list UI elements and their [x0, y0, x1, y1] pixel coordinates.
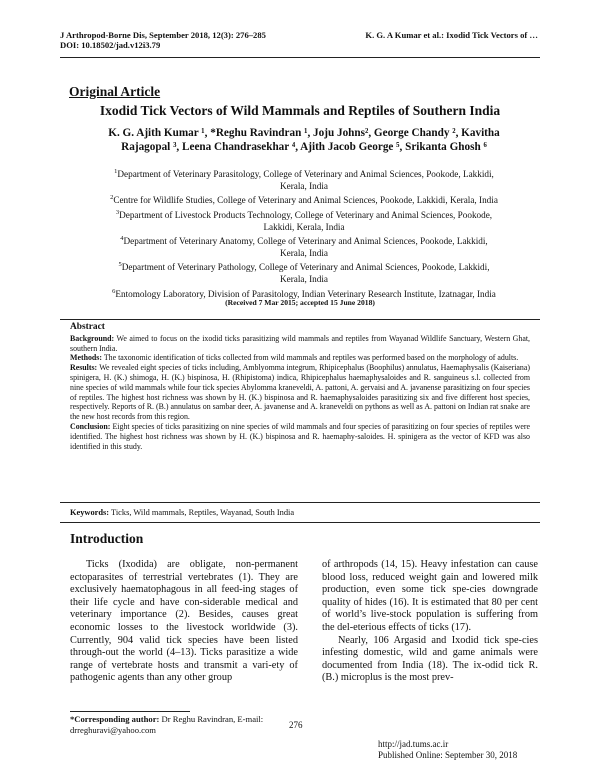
doi-link[interactable]: DOI: 10.18502/jad.v12i3.79	[60, 40, 161, 50]
received-dates: (Received 7 Mar 2015; accepted 15 June 2018)	[225, 298, 375, 307]
abstract-conclusion: Conclusion: Eight species of ticks parasitizing on nine species of wild mammals and four species of parasitizing on four species of reptiles were identified. The highest host richness was shown by H. (K.) bispinosa and R. haemaphy-saloides. H. spinigera as the vector of KFD was also identified in this study.	[70, 421, 530, 451]
article-title: Ixodid Tick Vectors of Wild Mammals and Reptiles of Southern India	[99, 103, 501, 118]
affiliation-4: $^4$Department of Veterinary Anatomy, College of Veterinary and Animal Sciences, Pookode, Lakkidi, Kerala, India	[120, 235, 488, 258]
article-type: Original Article	[69, 84, 161, 99]
published-date: Published Online: September 30, 2018	[378, 750, 518, 760]
intro-right-column	[322, 559, 538, 685]
affiliation-3: $^3$Department of Livestock Products Technology, College of Veterinary and Animal Sciences, Pookode, Lakkidi, Kerala, India	[115, 208, 493, 232]
journal-line: J Arthropod-Borne Dis, September 2018, 12(3): 276–285	[60, 30, 266, 40]
author-list	[78, 126, 530, 154]
keywords: Keywords: Ticks, Wild mammals, Reptiles, Wayanad, South India	[70, 508, 295, 517]
affiliation-list	[70, 166, 538, 300]
authors-line-2: Rajagopal ³, Leena Chandrasekhar ⁴, Ajith Jacob George ⁵, Srikanta Ghosh ⁶	[121, 141, 487, 153]
abstract-divider-top	[60, 319, 540, 320]
footnote-divider	[70, 711, 190, 712]
journal-url-link[interactable]: http://jad.tums.ac.ir	[378, 739, 449, 749]
intro-paragraph-1: Ticks (Ixodida) are obligate, non-permanent ectoparasites of terrestrial vertebrates (1). They are exclusively haematophagous in all feed-ing stages of their life cycle and have con-siderable medical and veterinary importance (2). Besides, causes great economic losses to the livestock worldwide (3). Currently, 904 valid tick species have been listed through-out the world (4–13). Ticks parasitize a wide range of vertebrate hosts and transmit a vari-ety of pathogenic agents than any other group	[70, 559, 298, 684]
affiliation-1: $^1$Department of Veterinary Parasitology, College of Veterinary and Animal Sciences, Pookode, Lakkidi, Kerala, India	[114, 168, 494, 191]
affiliation-6: $^6$Entomology Laboratory, Division of Parasitology, Indian Veterinary Research Institute, Izatnagar, India	[112, 287, 496, 299]
corresponding-author-note: *Corresponding author: Dr Reghu Ravindran, E-mail: drreghuravi@yahoo.com	[70, 714, 264, 735]
intro-paragraph-1-cont: of arthropods (14, 15). Heavy infestation can cause blood loss, reduced weight gain and lowered milk production, even some tick spe-cies downgrade quality of hides (16). It is estimated that 80 per cent of world’s live-stock population is suffering from the del-eterious effects of ticks (17).	[322, 559, 538, 633]
authors-line-1: K. G. Ajith Kumar ¹, *Reghu Ravindran ¹, Joju Johns², George Chandy ², Kavitha	[108, 127, 500, 139]
keywords-divider-top	[60, 502, 540, 503]
abstract-section	[70, 323, 530, 451]
introduction-heading: Introduction	[70, 531, 144, 546]
intro-paragraph-2: Nearly, 106 Argasid and Ixodid tick spe-cies infesting domestic, wild and game animals were documented from India (18). The ix-odid tick R. (B.) microplus is the most prev-	[322, 634, 538, 684]
abstract-methods: Methods: The taxonomic identification of ticks collected from wild mammals and reptiles was performed based on the morphology of adults.	[70, 353, 519, 363]
affiliation-5: $^5$Department of Veterinary Pathology, College of Veterinary and Animal Sciences, Pookode, Lakkidi, Kerala, India	[118, 261, 490, 285]
affiliation-2: $^2$Centre for Wildlife Studies, College of Veterinary and Animal Sciences, Pookode, Lakkidi, Kerala, India	[110, 194, 498, 206]
intro-left-column	[70, 559, 298, 685]
abstract-background: Background: We aimed to focus on the ixodid ticks parasitizing wild mammals and reptiles from Wayanad Wildlife Sanctuary, Western Ghat, southern India.	[70, 333, 530, 353]
header-divider	[60, 57, 540, 58]
journal-citation	[60, 30, 266, 50]
keywords-divider-bottom	[60, 522, 540, 523]
page-number: 276	[289, 720, 303, 730]
running-title: K. G. A Kumar et al.: Ixodid Tick Vectors of …	[365, 30, 538, 40]
abstract-heading: Abstract	[70, 322, 105, 332]
abstract-results: Results: We revealed eight species of ticks including, Amblyomma integrum, Rhipicephalus (Boophilus) annulatus, Haemaphysalis (Kaiseriana) spinigera, H. (K.) shimoga, H. (K.) bispinosa, H. (Rhipistoma) indica, Rhipicephalus haemaphysaloides and R. sanguineus s.l. collected from nine species of wild mammals while four tick species Abylomma kraneveldi, A. pattoni, A. gervaisi and A. javanense parasitizing on four species of reptiles. The highest host richness was shown by H. (K.) bispinosa and R. haemaphysaloides parasitizing six and five different host species, respectively. Reports of R. (B.) annulatus on sambar deer, A. javanense and A. kraneveldi on pythons as well as A. pattoni on Indian rat snake are the new host records from this region.	[70, 363, 530, 422]
